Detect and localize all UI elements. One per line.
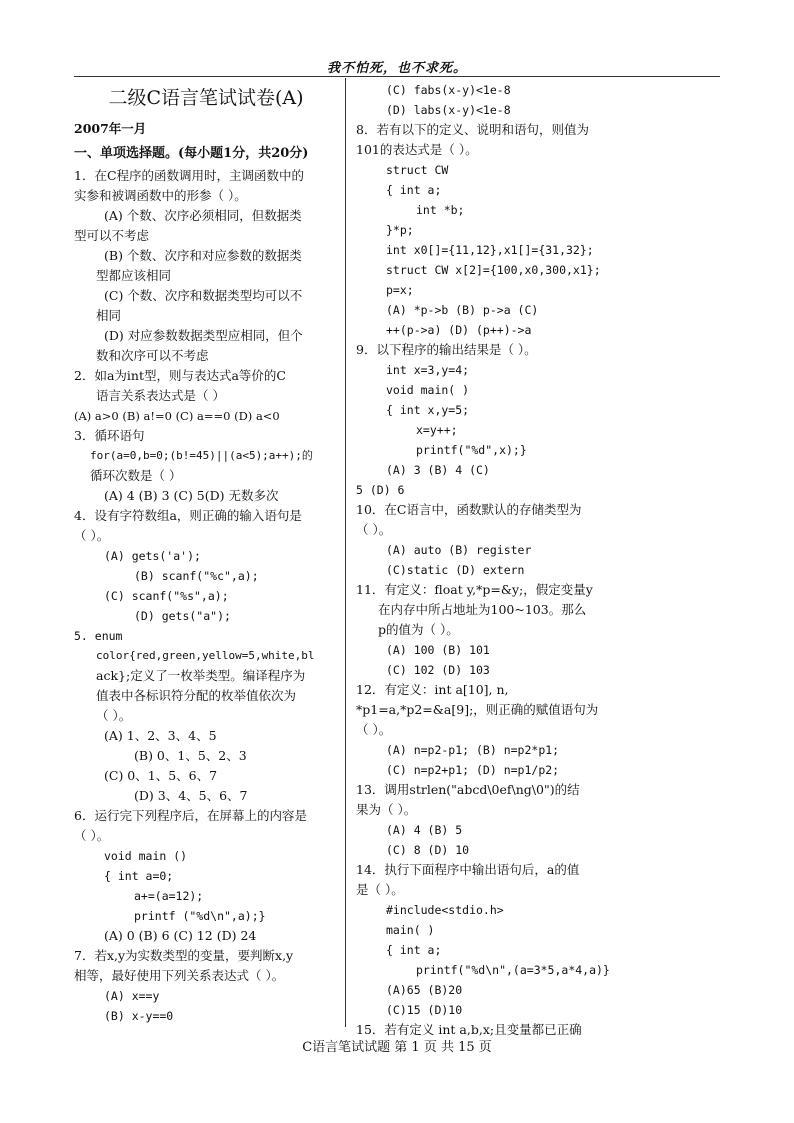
code-line: void main( ): [386, 383, 470, 397]
section-heading: 一、单项选择题。(每小题1分，共20分): [74, 146, 309, 161]
option-line: (D) gets("a");: [134, 609, 231, 623]
code-line: int x0[]={11,12},x1[]={31,32};: [386, 243, 594, 257]
question-line: 6．运行完下列程序后，在屏幕上的内容是: [74, 808, 307, 823]
question-line: *p1=a,*p2=&a[9];，则正确的赋值语句为: [356, 702, 599, 717]
right-column: [356, 80, 636, 1040]
option-line: (C) 102 (D) 103: [386, 663, 490, 677]
option-line: (D) 3、4、5、6、7: [134, 788, 248, 803]
option-line: (A) n=p2-p1; (B) n=p2*p1;: [386, 743, 560, 757]
question-line: 相等，最好使用下列关系表达式（ ）。: [74, 968, 285, 983]
option-line: (A) *p->b (B) p->a (C): [386, 303, 539, 317]
option-line: (C) scanf("%s",a);: [104, 589, 229, 603]
question-line: （ ）。: [96, 708, 132, 723]
option-line: (D) 对应参数数据类型应相同，但个: [104, 328, 303, 343]
option-line: (B) scanf("%c",a);: [134, 569, 259, 583]
question-line: （ ）。: [74, 828, 110, 843]
code-line: void main (): [104, 849, 188, 863]
header-rule: [74, 76, 720, 77]
option-line: (A) 0 (B) 6 (C) 12 (D) 24: [104, 928, 257, 943]
question-line: （ ）。: [356, 522, 392, 537]
question-line: 是（ ）。: [356, 882, 404, 897]
option-line: 5 (D) 6: [356, 483, 405, 497]
code-line: x=y++;: [416, 423, 458, 437]
option-line: (C) 8 (D) 10: [386, 843, 470, 857]
code-line: int x=3,y=4;: [386, 363, 470, 377]
option-line: (A) 4 (B) 5: [386, 823, 463, 837]
option-line: 相同: [96, 308, 122, 323]
page-title: 二级C语言笔试试卷(A): [108, 87, 304, 109]
option-line: (A)65 (B)20: [386, 983, 463, 997]
question-line: 101的表达式是（ ）。: [356, 142, 478, 157]
code-line: { int a=0;: [104, 869, 174, 883]
code-line: { int a;: [386, 183, 442, 197]
question-line: 3．循环语句: [74, 428, 145, 443]
option-line: (A) x==y: [104, 989, 160, 1003]
code-line: printf("%d\n",(a=3*5,a*4,a)}: [416, 963, 610, 977]
option-line: 数和次序可以不考虑: [96, 348, 209, 363]
question-line: 在内存中所占地址为100~103。那么: [378, 602, 587, 617]
question-line: 9．以下程序的输出结果是（ ）。: [356, 342, 537, 357]
header-motto: 我不怕死，也不求死。: [326, 61, 467, 76]
option-line: (A) a>0 (B) a!=0 (C) a==0 (D) a<0: [74, 409, 280, 423]
code-line: int *b;: [416, 203, 465, 217]
code-line: struct CW: [386, 163, 449, 177]
question-line: 8．若有以下的定义、说明和语句，则值为: [356, 122, 589, 137]
question-line: 4．设有字符数组a，则正确的输入语句是: [74, 508, 302, 523]
option-line: (B) 个数、次序和对应参数的数据类: [104, 248, 302, 263]
code-line: p=x;: [386, 283, 414, 297]
option-line: (D) labs(x-y)<1e-8: [386, 103, 511, 117]
option-line: (A) 4 (B) 3 (C) 5(D) 无数多次: [104, 488, 279, 503]
option-line: (B) x-y==0: [104, 1009, 174, 1023]
option-line: (C) 个数、次序和数据类型均可以不: [104, 288, 303, 303]
code-line: { int x,y=5;: [386, 403, 470, 417]
option-line: (A) 1、2、3、4、5: [104, 728, 217, 743]
code-line: color{red,green,yellow=5,white,bl: [96, 649, 315, 662]
question-line: 值表中各标识符分配的枚举值依次为: [96, 688, 297, 703]
question-line: 循环次数是（ ）: [90, 468, 182, 483]
page-footer: C语言笔试试题 第 1 页 共 15 页: [302, 1040, 492, 1055]
option-line: 型可以不考虑: [74, 228, 150, 243]
option-line: (A) 100 (B) 101: [386, 643, 490, 657]
column-divider: [345, 78, 346, 1027]
question-line: （ ）。: [356, 722, 392, 737]
question-line: 7．若x,y为实数类型的变量，要判断x,y: [74, 948, 294, 963]
question-line: 5. enum: [74, 629, 123, 643]
question-line: （ ）。: [74, 528, 110, 543]
code-line: printf ("%d\n",a);}: [134, 909, 266, 923]
option-line: (B) 0、1、5、2、3: [134, 748, 247, 763]
option-line: (A) 3 (B) 4 (C): [386, 463, 490, 477]
question-line: 10．在C语言中，函数默认的存储类型为: [356, 502, 582, 517]
option-line: (C) n=p2+p1; (D) n=p1/p2;: [386, 763, 560, 777]
code-line: a+=(a=12);: [134, 889, 204, 903]
option-line: (C)15 (D)10: [386, 1003, 463, 1017]
question-line: 语言关系表达式是（ ）: [96, 388, 225, 403]
question-line: 1．在C程序的函数调用时，主调函数中的: [74, 168, 305, 183]
question-line: p的值为（ ）。: [378, 622, 459, 637]
code-line: printf("%d",x);}: [416, 443, 527, 457]
code-line: main( ): [386, 923, 435, 937]
question-line: 果为（ ）。: [356, 802, 417, 817]
option-line: (C)static (D) extern: [386, 563, 525, 577]
code-line: }*p;: [386, 223, 414, 237]
option-line: (A) auto (B) register: [386, 543, 532, 557]
question-line: 15．若有定义 int a,b,x;且变量都已正确: [356, 1022, 582, 1037]
code-line: for(a=0,b=0;(b!=45)||(a<5);a++);的: [90, 449, 313, 462]
question-line: 11．有定义：float y,*p=&y;，假定变量y: [356, 582, 593, 597]
question-line: 2．如a为int型，则与表达式a等价的C: [74, 368, 286, 383]
code-line: #include<stdio.h>: [386, 903, 504, 917]
question-line: 实参和被调函数中的形参（ ）。: [74, 188, 247, 203]
question-line: 13．调用strlen("abcd\0ef\ng\0")的结: [356, 782, 580, 797]
option-line: 型都应该相同: [96, 268, 172, 283]
code-line: struct CW x[2]={100,x0,300,x1};: [386, 263, 601, 277]
option-line: ++(p->a) (D) (p++)->a: [386, 323, 532, 337]
option-line: (A) 个数、次序必须相同，但数据类: [104, 208, 302, 223]
option-line: (A) gets('a');: [104, 549, 201, 563]
left-column: [74, 80, 338, 1026]
question-line: ack};定义了一枚举类型。编译程序为: [96, 668, 306, 683]
question-line: 14．执行下面程序中输出语句后，a的值: [356, 862, 580, 877]
code-line: { int a;: [386, 943, 442, 957]
question-line: 12．有定义：int a[10], n,: [356, 682, 509, 697]
exam-date: 2007年一月: [74, 121, 147, 136]
option-line: (C) 0、1、5、6、7: [104, 768, 218, 783]
option-line: (C) fabs(x-y)<1e-8: [386, 83, 511, 97]
